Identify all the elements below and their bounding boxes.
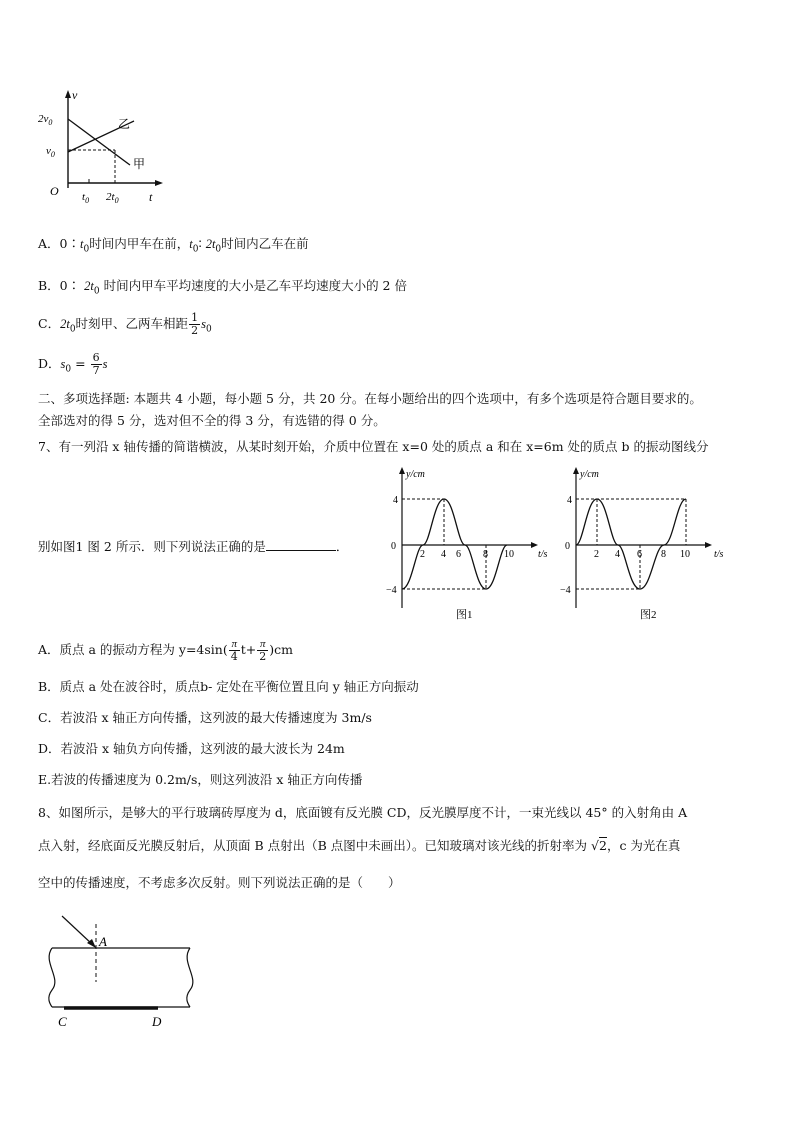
label-yi: 乙 [118, 117, 131, 131]
q6-option-b: B．0∶ $2t_0$ 时间内甲车平均速度的大小是乙车平均速度大小的 2 倍 [38, 278, 407, 297]
g2-tick-6: 6 [637, 549, 642, 560]
g2-tick-4: 4 [615, 549, 620, 560]
q8-stem-line3: 空中的传播速度，不考虑多次反射。则下列说法正确的是（ ） [38, 875, 401, 890]
q6-option-a: A．$0∶t_0$时间内甲车在前，$t_0∶$ $2t_0$时间内乙车在前 [38, 236, 309, 255]
q7-stem-line1: 7、有一列沿 x 轴传播的简谐横波，从某时刻开始，介质中位置在 x=0 处的质点 a 和在 x=6m 处的质点 b 的振动图线分 [38, 439, 709, 454]
x-t0-label: $t_0$ [82, 191, 90, 205]
q6-option-c: C．$2t_0$时刻甲、乙两车相距 $\frac{1}{2}$ $s_0$ [38, 311, 212, 337]
g2-sine-curve [576, 499, 686, 589]
block-left-break [49, 948, 55, 1007]
q7-stem-line2: 别如图1 图 2 所示．则下列说法正确的是 ． [38, 539, 349, 554]
q6-option-d: D．$s_0$ = $\frac{6}{7}$ s [38, 351, 108, 377]
g1-tick-10: 10 [504, 549, 514, 560]
axis-v-label: v [72, 88, 78, 102]
y-2v0-label: $2v_0$ [38, 113, 53, 127]
g1-tick-4: 4 [441, 549, 446, 560]
fraction-pi-over-2: $\frac{\pi}{2}$ [259, 638, 267, 663]
g1-ymin-label: −4 [386, 585, 397, 596]
q8-stem-line1: 8、如图所示，是够大的平行玻璃砖厚度为 d，底面镀有反光膜 CD，反光膜厚度不计，一束光线以 45° 的入射角由 A [38, 805, 688, 820]
q8-stem-line2: 点入射，经底面反光膜反射后，从顶面 B 点射出（B 点图中未画出）。已知玻璃对该光线的折射率为 √2，c 为光在真 [38, 838, 681, 853]
section2-line2: 全部选对的得 5 分，选对但不全的得 3 分，有选错的得 0 分。 [38, 413, 386, 428]
g2-xlabel: t/s [714, 549, 724, 560]
block-right-break [187, 948, 193, 1007]
y-v0-label: $v_0$ [46, 145, 55, 159]
q7-option-b: B．质点 a 处在波谷时，质点b- 定处在平衡位置且向 y 轴正方向振动 [38, 679, 419, 694]
label-a: A [99, 934, 107, 949]
sqrt-symbol: √ [591, 838, 599, 853]
g2-tick-8: 8 [661, 549, 666, 560]
fraction-six-sevenths: $\frac{6}{7}$ [92, 351, 100, 377]
label-c: C [58, 1014, 67, 1029]
g2-tick-2: 2 [594, 549, 599, 560]
g1-tick-8: 8 [483, 549, 488, 560]
g1-tick-2: 2 [420, 549, 425, 560]
g1-t-axis-arrow [531, 542, 538, 548]
g1-tick-6: 6 [456, 549, 461, 560]
g2-tick-10: 10 [680, 549, 690, 560]
fraction-half: $\frac{1}{2}$ [191, 311, 199, 337]
q7-option-c: C．若波沿 x 轴正方向传播，这列波的最大传播速度为 3m/s [38, 710, 372, 725]
g1-origin-label: 0 [391, 541, 396, 552]
g2-ymin-label: −4 [560, 585, 571, 596]
g2-origin-label: 0 [565, 541, 570, 552]
g2-ylabel: y/cm [580, 469, 599, 480]
q7-option-a: A．质点 a 的振动方程为 y=4sin( $\frac{\pi}{4}$ t+ $\frac{\pi}{2}$ )cm [38, 638, 293, 663]
q7-graph-2 [538, 463, 738, 623]
g2-ymax-label: 4 [567, 495, 572, 506]
t-axis-arrow [155, 180, 163, 186]
q7-option-e: E.若波的传播速度为 0.2m/s，则这列波沿 x 轴正方向传播 [38, 772, 363, 787]
vt-graph [30, 85, 170, 210]
g1-y-axis-arrow [399, 467, 405, 474]
g1-ymax-label: 4 [393, 495, 398, 506]
fraction-pi-over-4: $\frac{\pi}{4}$ [230, 638, 238, 663]
label-d: D [152, 1014, 162, 1029]
answer-blank [266, 538, 336, 551]
x-2t0-label: $2t_0$ [106, 191, 119, 205]
glass-block-figure [40, 910, 210, 1035]
g1-caption: 图1 [456, 609, 473, 621]
g1-ylabel: y/cm [406, 469, 425, 480]
q7-graph-1 [364, 463, 564, 623]
incident-ray [62, 916, 93, 945]
axis-t-label: t [149, 190, 153, 204]
label-jia: 甲 [133, 157, 146, 171]
g2-t-axis-arrow [705, 542, 712, 548]
v-axis-arrow [65, 90, 71, 98]
section2-line1: 二、多项选择题: 本题共 4 小题，每小题 5 分，共 20 分。在每小题给出的四个选项中，有多个选项是符合题目要求的。 [38, 391, 702, 406]
g2-caption: 图2 [640, 609, 657, 621]
g2-y-axis-arrow [573, 467, 579, 474]
g1-xlabel: t/s [538, 549, 548, 560]
g1-sine-curve [402, 499, 507, 589]
origin-label: O [50, 184, 59, 198]
q7-option-d: D．若波沿 x 轴负方向传播，这列波的最大波长为 24m [38, 741, 345, 756]
